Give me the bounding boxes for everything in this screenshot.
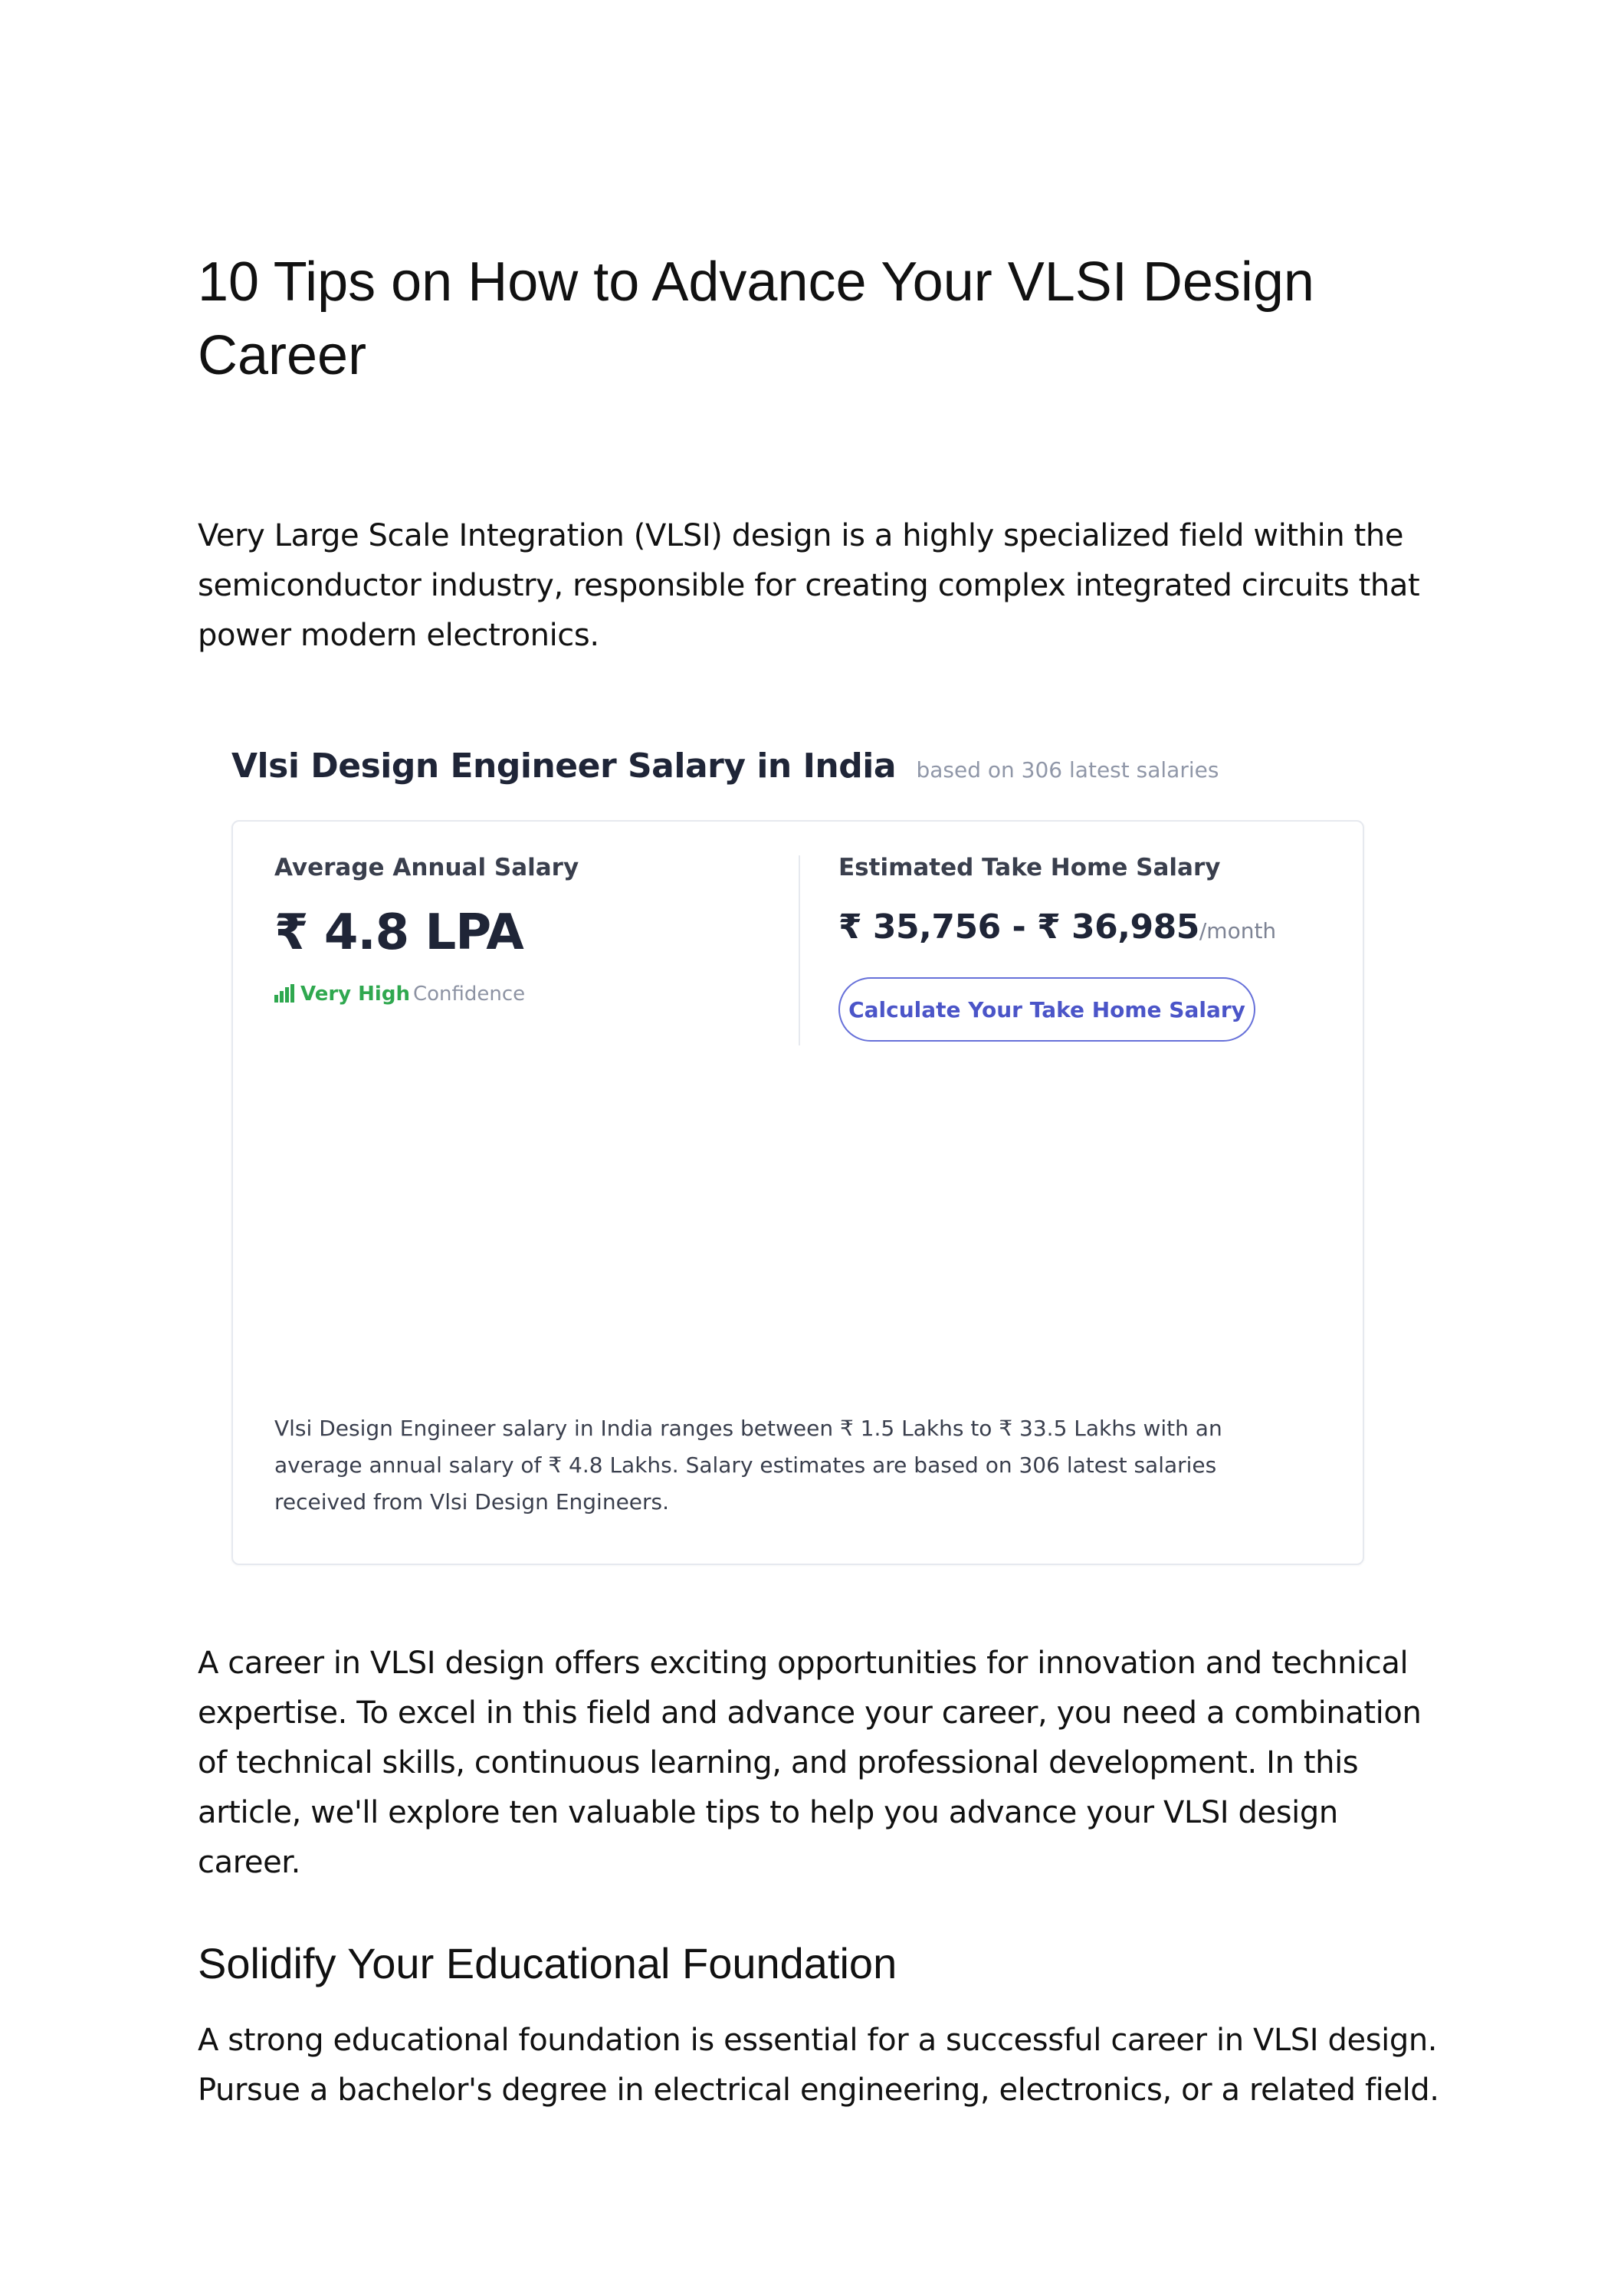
- page-title: 10 Tips on How to Advance Your VLSI Design Career: [198, 251, 1314, 386]
- take-home-label: Estimated Take Home Salary: [838, 854, 1221, 881]
- take-home-unit: /month: [1199, 918, 1277, 944]
- bar-chart-icon: [274, 984, 294, 1003]
- career-paragraph: A career in VLSI design offers exciting opportunities for innovation and technical expertise. To excel in this field and advance your career, you need a combination of technical skills, continuous learning, and professional development. In this article, we'll explore ten valuable tips to help you advance your VLSI design career.: [198, 1646, 1422, 1880]
- salary-subtitle: based on 306 latest salaries: [916, 757, 1219, 783]
- confidence-label: Confidence: [412, 983, 526, 1006]
- salary-summary: Vlsi Design Engineer salary in India ranges between ₹ 1.5 Lakhs to ₹ 33.5 Lakhs with an average annual salary of ₹ 4.8 Lakhs. Salary estimates are based on 306 latest salaries received from Vlsi Design Engineers.: [274, 1416, 1222, 1515]
- education-paragraph: A strong educational foundation is essential for a successful career in VLSI design. Pursue a bachelor's degree in electrical engineering, electronics, or a related field.: [198, 2023, 1439, 2108]
- average-salary-value: ₹ 4.8 LPA: [274, 904, 523, 961]
- calculate-take-home-button[interactable]: Calculate Your Take Home Salary: [838, 977, 1255, 1042]
- take-home-value: [838, 907, 1276, 947]
- salary-title: Vlsi Design Engineer Salary in India: [231, 747, 897, 786]
- take-home-range: ₹ 35,756 - ₹ 36,985: [838, 907, 1199, 947]
- confidence-level: Very High: [300, 983, 410, 1006]
- salary-heading: [231, 747, 1219, 786]
- salary-card: [231, 820, 1364, 1565]
- average-salary-label: Average Annual Salary: [274, 854, 579, 881]
- card-divider: [799, 855, 800, 1045]
- confidence-indicator: [274, 983, 525, 1006]
- salary-figure: [199, 719, 1387, 1585]
- section-heading-education: Solidify Your Educational Foundation: [198, 1939, 897, 1987]
- intro-paragraph: Very Large Scale Integration (VLSI) design is a highly specialized field within the semiconductor industry, responsible for creating complex integrated circuits that power modern electronics.: [198, 518, 1420, 653]
